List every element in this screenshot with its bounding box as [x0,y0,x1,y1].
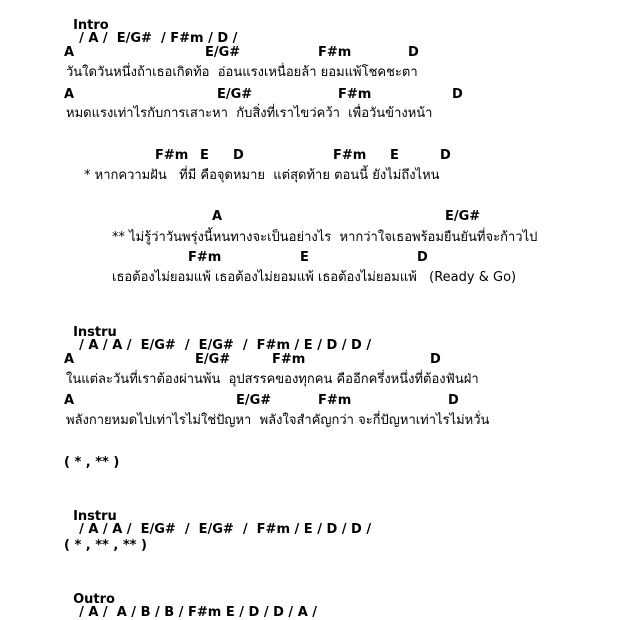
intro-line [64,6,237,45]
instru1-line [64,313,371,352]
instru1-label: Instru [73,325,117,340]
chorus-line2-lyric: เธอต้องไม่ยอมแพ้ เธอต้องไม่ยอมแพ้ เธอต้องไม่ยอมแพ้ (Ready & Go) [112,270,517,285]
chord: F#m [188,250,222,265]
chord: F#m [338,87,372,102]
instru2-progression: / A / A / E/G# / E/G# / F#m / E / D / D / [79,522,372,537]
instru2-line [64,497,371,536]
chord: A [212,209,223,224]
chord: D [417,250,428,265]
chorus-line1-lyric: ** ไม่รู้ว่าวันพรุ่งนี้หนทางจะเป็นอย่างไร หากว่าใจเธอพร้อมยืนยันที่จะก้าวไป [112,230,538,245]
chord: F#m [318,393,352,408]
chord: E [200,148,209,163]
chord: D [452,87,463,102]
outro-progression: / A / A / B / B / F#m E / D / D / A / [79,605,318,620]
chord: E [390,148,399,163]
verse2-line2-lyric: พลังกายหมดไปเท่าไรไม่ใช่ปัญหา พลังใจสำคัญกว่า จะกี่ปัญหาเท่าไรไม่หวั่น [66,413,490,428]
chord: E/G# [445,209,481,224]
repeat2-marker: ( * , ** , ** ) [64,538,147,553]
verse2-line1-lyric: ในแต่ละวันที่เราต้องผ่านพ้น อุปสรรคของทุกคน คืออีกครึ่งหนึ่งที่ต้องฟันฝ่า [66,372,479,387]
chord: D [430,352,441,367]
chord: F#m [333,148,367,163]
chord: F#m [155,148,189,163]
chord: D [408,45,419,60]
chord: A [64,393,75,408]
outro-label: Outro [73,592,115,607]
repeat1-marker: ( * , ** ) [64,455,120,470]
instru1-progression: / A / A / E/G# / E/G# / F#m / E / D / D / [79,338,372,353]
chord: E/G# [236,393,272,408]
chord: F#m [318,45,352,60]
chord: D [233,148,244,163]
chord: E/G# [195,352,231,367]
chord: D [448,393,459,408]
chord: E [300,250,309,265]
chord: A [64,352,75,367]
verse1-line1-lyric: วันใดวันหนึ่งถ้าเธอเกิดท้อ อ่อนแรงเหนื่อยล้า ยอมแพ้โชคชะตา [66,65,418,80]
chord: A [64,87,75,102]
chord: E/G# [217,87,253,102]
chord: D [440,148,451,163]
intro-label: Intro [73,18,109,33]
pre-chorus-lyric: * หากความฝัน ที่มี คือจุดหมาย แต่สุดท้าย ตอนนี้ ยังไม่ถึงไหน [84,168,440,183]
intro-progression: / A / E/G# / F#m / D / [79,31,238,46]
chord: F#m [272,352,306,367]
chord: A [64,45,75,60]
chord: E/G# [205,45,241,60]
instru2-label: Instru [73,509,117,524]
verse1-line2-lyric: หมดแรงเท่าไรกับการเสาะหา กับสิ่งที่เราไขว่คว้า เพื่อวันข้างหน้า [66,106,433,121]
